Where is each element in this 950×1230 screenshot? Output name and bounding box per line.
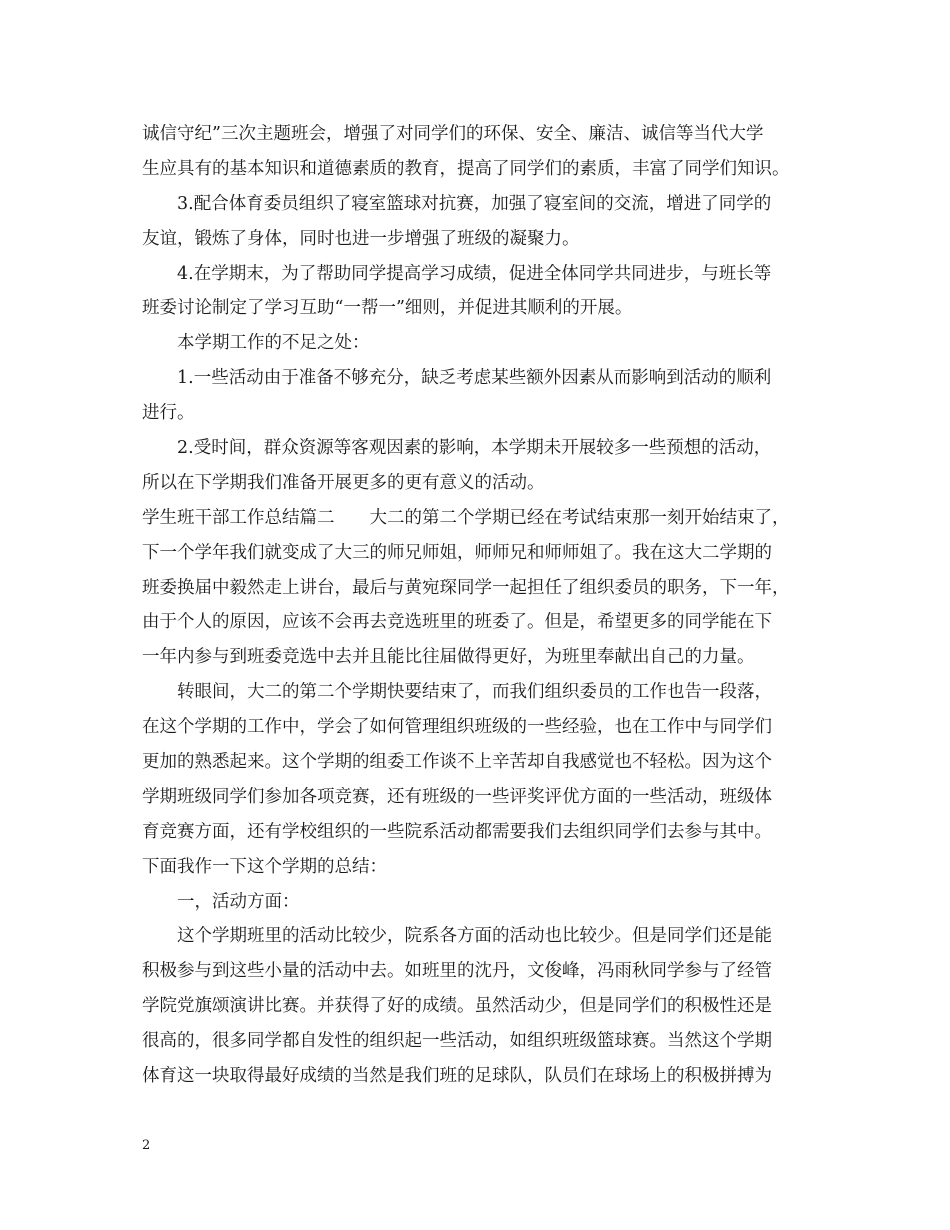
- text-line: 学院党旗颂演讲比赛。并获得了好的成绩。虽然活动少，但是同学们的积极性还是: [142, 996, 772, 1017]
- text-line: 一年内参与到班委竞选中去并且能比往届做得更好，为班里奉献出自己的力量。: [142, 647, 755, 668]
- text-line: 友谊，锻炼了身体，同时也进一步增强了班级的凝聚力。: [142, 228, 580, 249]
- section-heading: 一，活动方面：: [177, 891, 300, 912]
- text-line: 3.配合体育委员组织了寝室篮球对抗赛，加强了寝室间的交流，增进了同学的: [177, 193, 772, 214]
- text-line: 诚信守纪”三次主题班会，增强了对同学们的环保、安全、廉洁、诚信等当代大学: [142, 124, 764, 144]
- document-body: [142, 117, 832, 1094]
- text-line: 这个学期班里的活动比较少，院系各方面的活动也比较少。但是同学们还是能: [177, 926, 772, 947]
- section-heading: 本学期工作的不足之处：: [177, 333, 370, 354]
- text-line: 班委讨论制定了学习互助“一帮一”细则，并促进其顺利的开展。: [142, 298, 633, 319]
- text-line: 由于个人的原因，应该不会再去竞选班里的班委了。但是，希望更多的同学能在下: [142, 612, 772, 633]
- text-line: 生应具有的基本知识和道德素质的教育，提高了同学们的素质，丰富了同学们知识。: [142, 158, 790, 179]
- text-line: 2.受时间，群众资源等客观因素的影响，本学期未开展较多一些预想的活动，: [177, 438, 772, 459]
- text-line: 下一个学年我们就变成了大三的师兄师姐，师师兄和师师姐了。我在这大二学期的: [142, 542, 772, 563]
- text-line: 学期班级同学们参加各项竞赛，还有班级的一些评奖评优方面的一些活动，班级体: [142, 786, 772, 807]
- text-line: 下面我作一下这个学期的总结：: [142, 856, 387, 877]
- text-line: 4.在学期末，为了帮助同学提高学习成绩，促进全体同学共同进步，与班长等: [177, 263, 772, 284]
- text-line: 更加的熟悉起来。这个学期的组委工作谈不上辛苦却自我感觉也不轻松。因为这个: [142, 752, 772, 773]
- text-line: 积极参与到这些小量的活动中去。如班里的沈丹，文俊峰，冯雨秋同学参与了经管: [142, 961, 772, 982]
- article-title-line: 学生班干部工作总结篇二 大二的第二个学期已经在考试结束那一刻开始结束了，: [142, 507, 790, 528]
- text-line: 体育这一块取得最好成绩的当然是我们班的足球队，队员们在球场上的积极拼搏为: [142, 1066, 772, 1087]
- text-line: 转眼间，大二的第二个学期快要结束了，而我们组织委员的工作也告一段落，: [177, 682, 772, 703]
- text-line: 在这个学期的工作中，学会了如何管理组织班级的一些经验，也在工作中与同学们: [142, 717, 772, 738]
- text-line: 很高的，很多同学都自发性的组织起一些活动，如组织班级篮球赛。当然这个学期: [142, 1031, 772, 1052]
- text-line: 班委换届中毅然走上讲台，最后与黄宛琛同学一起担任了组织委员的职务，下一年，: [142, 577, 790, 598]
- text-line: 所以在下学期我们准备开展更多的更有意义的活动。: [142, 472, 545, 493]
- text-line: 进行。: [142, 403, 195, 424]
- page-number: 2: [142, 1138, 151, 1153]
- text-line: 1.一些活动由于准备不够充分，缺乏考虑某些额外因素从而影响到活动的顺利: [177, 368, 772, 389]
- text-line: 育竞赛方面，还有学校组织的一些院系活动都需要我们去组织同学们去参与其中。: [142, 821, 772, 842]
